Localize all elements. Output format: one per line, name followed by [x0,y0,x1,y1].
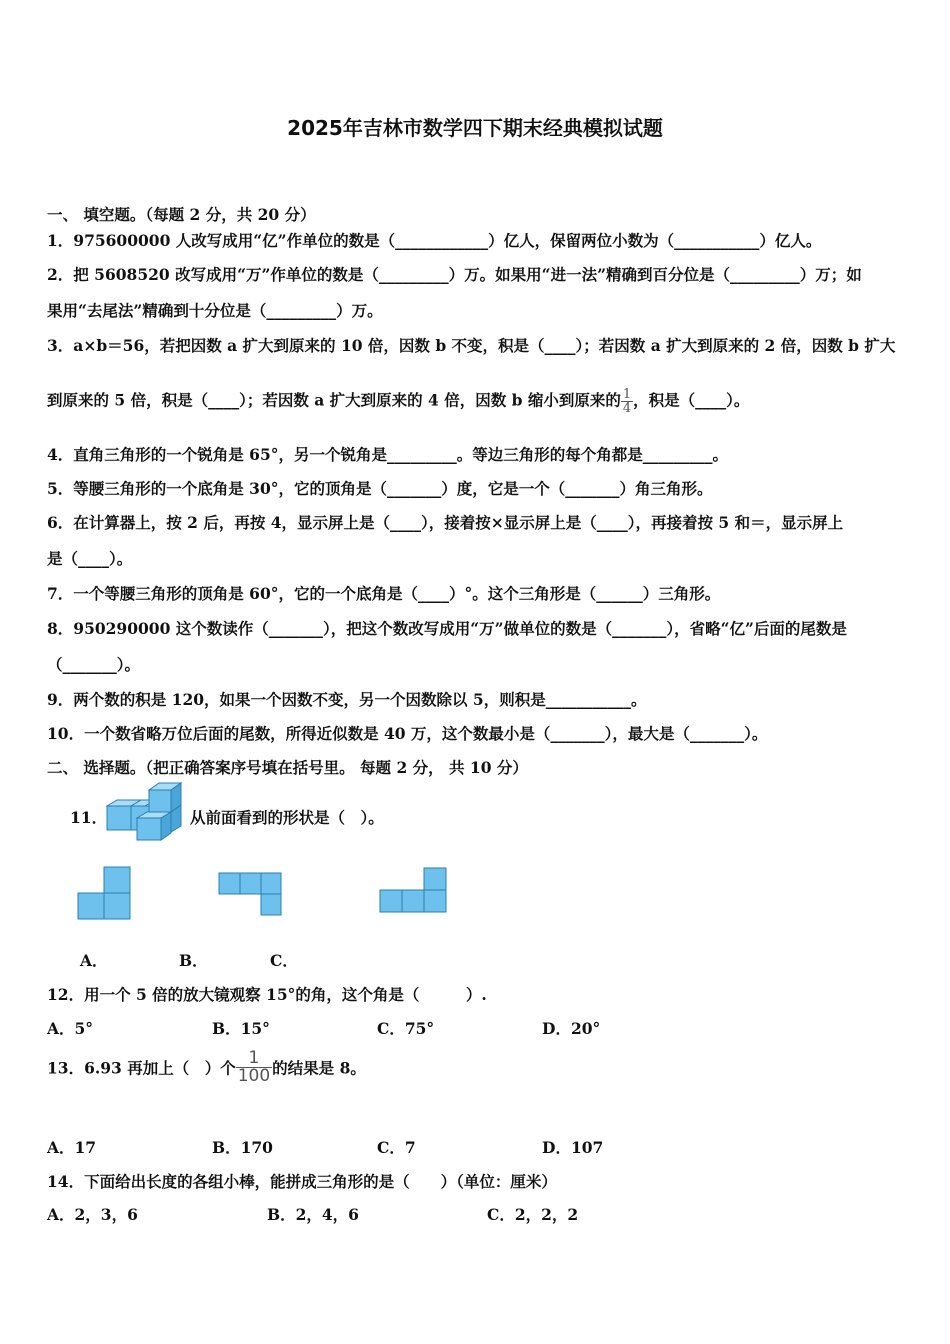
cube-stack-figure [103,778,187,842]
fraction-numerator: 1 [622,387,632,402]
page-title: 2025年吉林市数学四下期末经典模拟试题 [287,116,663,140]
question-8-line2: （_______）。 [47,655,141,674]
q14-option-b[interactable]: B．2，4，6 [267,1205,359,1224]
q14-option-c[interactable]: C．2，2，2 [487,1205,579,1224]
question-13-post: 的结果是 8。 [272,1058,366,1078]
option-a-figure [76,865,132,921]
q11-option-b[interactable]: B． [179,951,208,970]
question-5: 5．等腰三角形的一个底角是 30°，它的顶角是（_______）度，它是一个（_______）角三角形。 [47,479,713,498]
question-14: 14．下面给出长度的各组小棒，能拼成三角形的是（ ）（单位：厘米） [47,1172,557,1191]
q12-option-b[interactable]: B．15° [212,1019,270,1038]
question-3-line2 [47,388,749,415]
question-9: 9．两个数的积是 120，如果一个因数不变，另一个因数除以 5，则积是___________。 [47,690,647,709]
fraction-denominator: 4 [622,401,632,416]
question-11-text: 从前面看到的形状是（ ）。 [190,808,384,827]
fraction-denominator: 100 [237,1066,271,1086]
question-1: 1．975600000 人改写成用“亿”作单位的数是（____________）亿人，保留两位小数为（___________）亿人。 [47,231,822,250]
q13-option-b[interactable]: B．170 [212,1138,273,1157]
fraction-numerator: 1 [236,1050,272,1068]
section1-header: 一、 填空题。（每题 2 分，共 20 分） [47,205,316,224]
section2-header: 二、 选择题。（把正确答案序号填在括号里。 每题 2 分， 共 10 分） [47,758,528,777]
question-8-line1: 8．950290000 这个数读作（_______），把这个数改写成用“万”做单位的数是（_______），省略“亿”后面的尾数是 [47,619,847,638]
question-12: 12．用一个 5 倍的放大镜观察 15°的角，这个角是（ ）. [47,985,487,1004]
question-2-line2: 果用“去尾法”精确到十分位是（_________）万。 [47,301,383,320]
option-c-figure [378,866,448,914]
q13-option-d[interactable]: D．107 [542,1138,604,1157]
q11-option-a[interactable]: A． [80,951,108,970]
q14-option-a[interactable]: A．2，3，6 [47,1205,138,1224]
question-13-pre: 13．6.93 再加上（ ）个 [47,1058,236,1078]
option-b-figure [217,871,283,917]
question-7: 7．一个等腰三角形的顶角是 60°，它的一个底角是（____）°。这个三角形是（______）三角形。 [47,584,721,603]
q12-option-c[interactable]: C．75° [377,1019,435,1038]
q12-option-a[interactable]: A．5° [47,1019,94,1038]
fraction-one-hundredth [236,1050,272,1085]
question-11-number: 11． [70,808,108,827]
question-4: 4．直角三角形的一个锐角是 65°，另一个锐角是_________。等边三角形的每个角都是_________。 [47,445,729,464]
question-2-line1: 2．把 5608520 改写成用“万”作单位的数是（_________）万。如果用“进一法”精确到百分位是（_________）万；如 [47,265,862,284]
question-3-line1: 3．a×b＝56，若把因数 a 扩大到原来的 10 倍，因数 b 不变，积是（____）；若因数 a 扩大到原来的 2 倍，因数 b 扩大 [47,336,896,355]
q11-option-c[interactable]: C． [270,951,298,970]
q13-option-a[interactable]: A．17 [47,1138,97,1157]
question-13 [47,1050,366,1085]
question-6-line2: 是（____）。 [47,549,133,568]
question-3-line2-pre: 到原来的 5 倍，积是（____）；若因数 a 扩大到原来的 4 倍，因数 b 缩小到原来的 [47,390,621,410]
question-3-line2-post: ，积是（____）。 [633,390,750,410]
question-10: 10．一个数省略万位后面的尾数，所得近似数是 40 万，这个数最小是（_______），最大是（_______）。 [47,724,768,743]
q12-option-d[interactable]: D．20° [542,1019,601,1038]
fraction-one-quarter [621,388,633,415]
question-6-line1: 6．在计算器上，按 2 后，再按 4，显示屏上是（____），接着按×显示屏上是（____），再接着按 5 和＝，显示屏上 [47,513,844,532]
q13-option-c[interactable]: C．7 [377,1138,416,1157]
